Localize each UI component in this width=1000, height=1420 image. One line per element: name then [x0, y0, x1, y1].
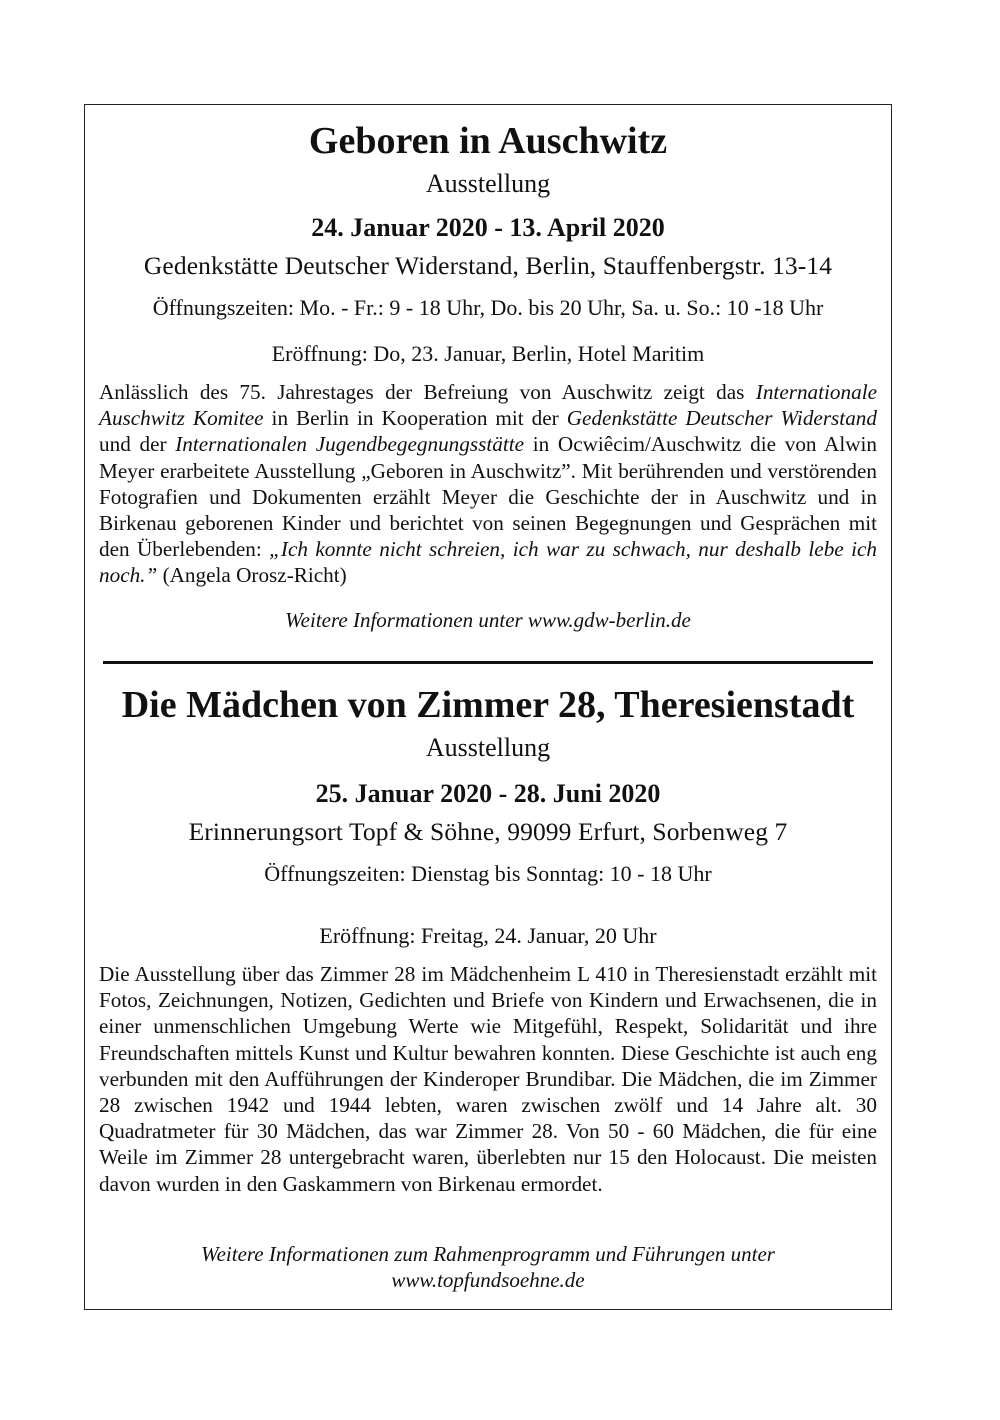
- event1-opening-hours: Öffnungszeiten: Mo. - Fr.: 9 - 18 Uhr, Do. bis 20 Uhr, Sa. u. So.: 10 -18 Uhr: [152, 295, 824, 320]
- quote: „Ich konnte nicht schreien, ich war zu schwach, nur deshalb lebe ich noch.”: [99, 537, 877, 588]
- event1-opening: Eröffnung: Do, 23. Januar, Berlin, Hotel Maritim: [271, 341, 705, 366]
- event2-more-info-link[interactable]: www.topfundsoehne.de: [391, 1268, 585, 1292]
- event2-dates: 25. Januar 2020 - 28. Juni 2020: [315, 779, 661, 808]
- event2-type: Ausstellung: [425, 733, 551, 762]
- event2-opening-hours: Öffnungszeiten: Dienstag bis Sonntag: 10 - 18 Uhr: [264, 861, 712, 886]
- event2-venue: Erinnerungsort Topf & Söhne, 99099 Erfurt, Sorbenweg 7: [188, 817, 788, 846]
- org-name: Internationale Auschwitz Komitee: [99, 380, 877, 431]
- announcement-frame: [84, 104, 892, 1310]
- event1-dates: 24. Januar 2020 - 13. April 2020: [311, 213, 665, 242]
- event2-opening: Eröffnung: Freitag, 24. Januar, 20 Uhr: [319, 923, 657, 948]
- event1-title: Geboren in Auschwitz: [308, 120, 668, 162]
- event2-more-info-line1: Weitere Informationen zum Rahmenprogramm und Führungen unter: [201, 1242, 775, 1266]
- event1-venue: Gedenkstätte Deutscher Widerstand, Berlin, Stauffenbergstr. 13-14: [143, 251, 833, 280]
- org-name: Gedenkstätte Deutscher Widerstand: [566, 406, 877, 431]
- org-name: Internationalen Jugendbegegnungsstätte: [175, 432, 525, 457]
- event1-type: Ausstellung: [425, 169, 551, 198]
- event1-more-info: Weitere Informationen unter www.gdw-berlin.de: [285, 608, 691, 632]
- event2-title: Die Mädchen von Zimmer 28, Theresienstadt: [121, 684, 855, 726]
- section-divider: [103, 661, 873, 664]
- event2-description: Die Ausstellung über das Zimmer 28 im Mädchenheim L 410 in Theresienstadt erzählt mit Fotos, Zeichnungen, Notizen, Gedichten und Briefe von Kindern und Erwachsenen, die in einer unmenschlichen Umgebung Werte wie Mitgefühl, Respekt, Solidarität und ihre Freundschaften mittels Kunst und Kultur bewahren konnten. Diese Geschichte ist auch eng verbunden mit den Aufführungen der Kinderoper Brundibar. Die Mädchen, die im Zimmer 28 zwischen 1942 und 1944 lebten, waren zwischen zwölf und 14 Jahre alt. 30 Quadratmeter für 30 Mädchen, das war Zimmer 28. Von 50 - 60 Mädchen, die für eine Weile im Zimmer 28 untergebracht waren, überlebten nur 15 den Holocaust. Die meisten davon wurden in den Gaskammern von Birkenau ermordet.: [99, 962, 877, 1196]
- event1-description: Anlässlich des 75. Jahrestages der Befreiung von Auschwitz zeigt das Internationale Auschwitz Komitee in Berlin in Kooperation mit der Gedenkstätte Deutscher Widerstand und der Internationalen Jugendbegegnungsstätte in Ocwiêcim/Auschwitz die von Alwin Meyer erarbeitete Ausstellung „Geboren in Auschwitz”. Mit berührenden und verstörenden Fotografien und Dokumenten erzählt Meyer die Geschichte der in Auschwitz und in Birkenau geborenen Kinder und berichtet von seinen Begegnungen und Gesprächen mit den Überlebenden: „Ich konnte nicht schreien, ich war zu schwach, nur deshalb lebe ich noch.” (Angela Orosz-Richt): [99, 380, 878, 588]
